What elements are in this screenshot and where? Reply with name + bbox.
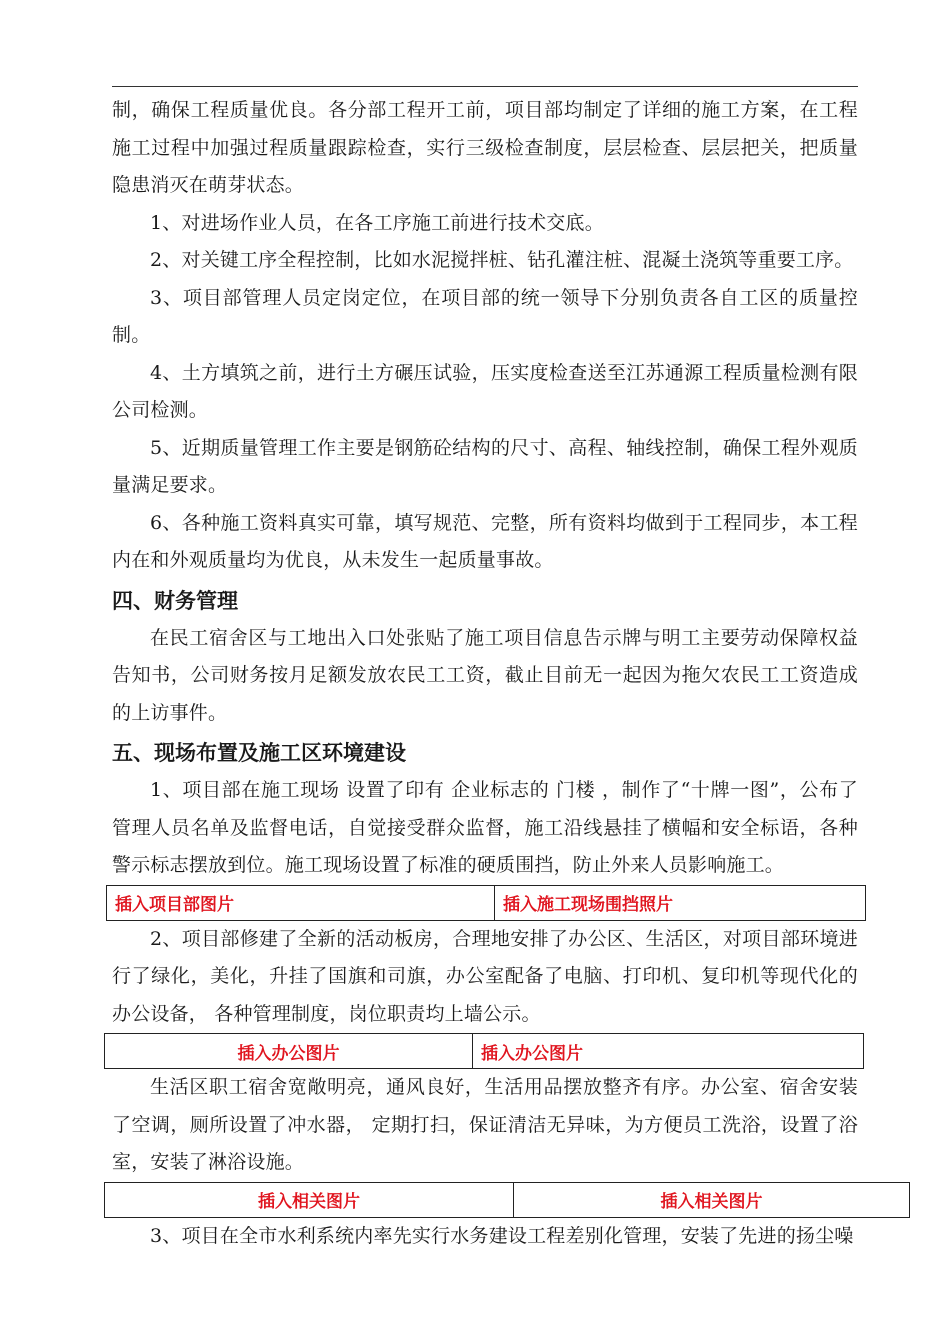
photo-placeholder-table-3 [104, 1182, 910, 1218]
photo-placeholder-label: 插入相关图片 [258, 1192, 360, 1212]
photo-placeholder-label: 插入项目部图片 [115, 895, 234, 915]
quality-item-6: 6、各种施工资料真实可靠，填写规范、完整，所有资料均做到于工程同步，本工程内在和外观质量均为优良，从未发生一起质量事故。 [112, 511, 858, 571]
photo-placeholder-table-1 [106, 885, 866, 921]
paragraph-finance: 在民工宿舍区与工地出入口处张贴了施工项目信息告示牌与明工主要劳动保障权益告知书，公司财务按月足额发放农民工工资，截止目前无一起因为拖欠农民工工资造成的上访事件。 [112, 626, 858, 724]
photo-placeholder-label: 插入办公图片 [481, 1043, 583, 1064]
paragraph-office-build: 2、项目部修建了全新的活动板房，合理地安排了办公区、生活区，对项目部环境进行了绿化，美化，升挂了国旗和司旗，办公室配备了电脑、打印机、复印机等现代化的办公设备， 各种管理制度，岗位职责均上墙公示。 [112, 927, 858, 1025]
photo-cell-related-1 [105, 1182, 514, 1217]
paragraph-site-gate: 1、项目部在施工现场 设置了印有 企业标志的 门楼 ，制作了“十牌一图”，公布了管理人员名单及监督电话，自觉接受群众监督，施工沿线悬挂了横幅和安全标语，各种警示标志摆放到位。施工现场设置了标准的硬质围挡，防止外来人员影响施工。 [112, 779, 858, 876]
photo-cell-project [107, 885, 495, 920]
paragraph-quality-intro: 制，确保工程质量优良。各分部工程开工前，项目部均制定了详细的施工方案，在工程施工过程中加强过程质量跟踪检查，实行三级检查制度，层层检查、层层把关，把质量隐患消灭在萌芽状态。 [112, 99, 858, 196]
photo-cell-fence [495, 885, 866, 920]
header-rule [112, 86, 858, 87]
photo-cell-office-2 [473, 1034, 864, 1069]
quality-item-2: 2、对关键工序全程控制，比如水泥搅拌桩、钻孔灌注桩、混凝土浇筑等重要工序。 [150, 249, 854, 271]
quality-item-1: 1、对进场作业人员，在各工序施工前进行技术交底。 [150, 211, 604, 234]
quality-item-3: 3、项目部管理人员定岗定位，在项目部的统一领导下分别负责各自工区的质量控制。 [112, 286, 858, 346]
document-body [112, 92, 858, 1255]
photo-placeholder-label: 插入施工现场围挡照片 [503, 895, 673, 915]
paragraph-dust-control: 3、项目在全市水利系统内率先实行水务建设工程差别化管理，安装了先进的扬尘噪 [150, 1224, 854, 1247]
photo-cell-related-2 [514, 1182, 910, 1217]
photo-placeholder-label: 插入办公图片 [237, 1043, 340, 1064]
paragraph-dormitory: 生活区职工宿舍宽敞明亮，通风良好，生活用品摆放整齐有序。办公室、宿舍安装了空调，厕所设置了冲水器， 定期打扫，保证清洁无异味，为方便员工洗浴，设置了浴室，安装了淋浴设施。 [112, 1076, 858, 1173]
photo-placeholder-table-2 [104, 1033, 864, 1069]
photo-cell-office-1 [105, 1034, 473, 1069]
quality-item-4: 4、土方填筑之前，进行土方碾压试验，压实度检查送至江苏通源工程质量检测有限公司检测。 [112, 361, 858, 421]
quality-item-5: 5、近期质量管理工作主要是钢筋砼结构的尺寸、高程、轴线控制，确保工程外观质量满足要求。 [112, 436, 858, 496]
section-heading-finance: 四、财务管理 [112, 588, 238, 613]
section-heading-site-layout: 五、现场布置及施工区环境建设 [112, 741, 406, 765]
photo-placeholder-label: 插入相关图片 [660, 1192, 763, 1212]
